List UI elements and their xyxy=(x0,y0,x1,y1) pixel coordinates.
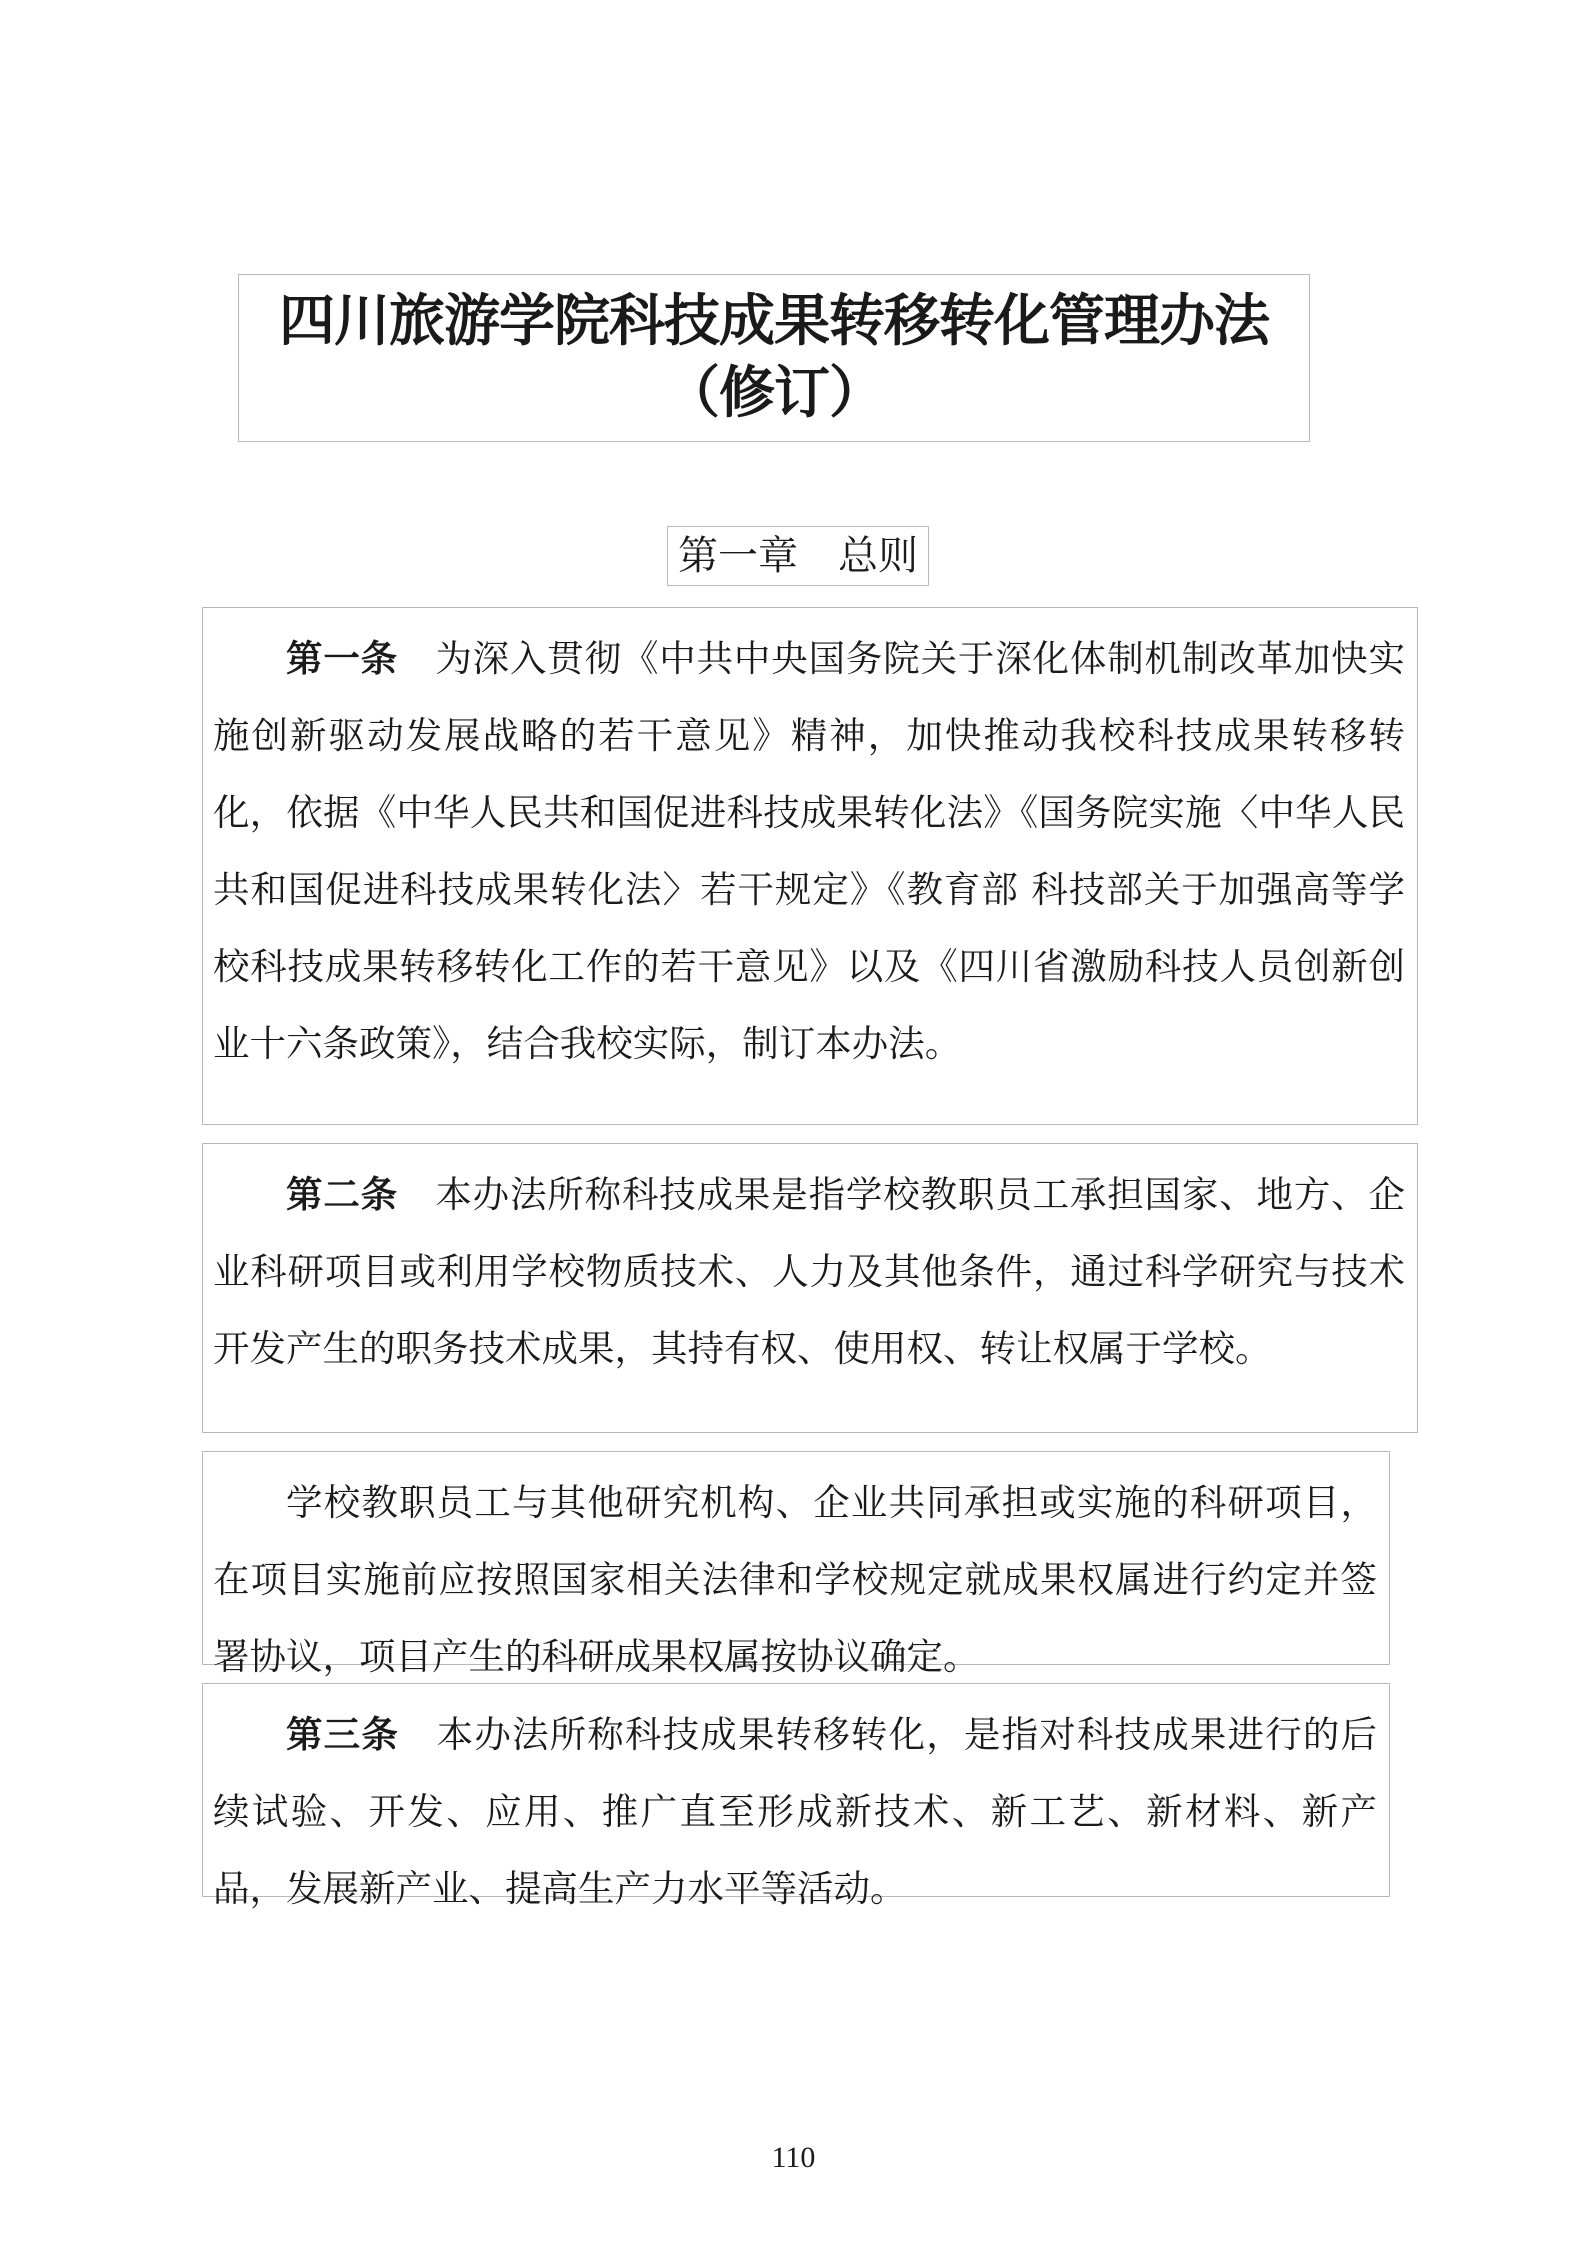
article-2 xyxy=(202,1143,1418,1433)
chapter-heading: 第一章 总则 xyxy=(667,526,929,586)
article-3 xyxy=(202,1683,1390,1910)
document-title: 四川旅游学院科技成果转移转化管理办法 xyxy=(279,289,1269,354)
article-text: 为深入贯彻《中共中央国务院关于深化体制机制改革加快实施创新驱动发展战略的若干意见》精神，加快推动我校科技成果转移转化，依据《中华人民共和国促进科技成果转化法》《国务院实施〈中华人民共和国促进科技成果转化法〉若干规定》《教育部 科技部关于加强高等学校科技成果转移转化工作的若干意见》以及《四川省激励科技人员创新创业十六条政策》，结合我校实际，制订本办法。 xyxy=(213,637,1406,1065)
article-label: 第二条 xyxy=(286,1173,398,1216)
page-number: 110 xyxy=(771,2141,816,2174)
document-subtitle: （修订） xyxy=(664,361,884,426)
article-text: 本办法所称科技成果是指学校教职员工承担国家、地方、企业科研项目或利用学校物质技术、人力及其他条件，通过科学研究与技术开发产生的职务技术成果，其持有权、使用权、转让权属于学校。 xyxy=(213,1173,1406,1370)
article-text: 本办法所称科技成果转移转化，是指对科技成果进行的后续试验、开发、应用、推广直至形成新技术、新工艺、新材料、新产品，发展新产业、提高生产力水平等活动。 xyxy=(213,1713,1378,1910)
article-text: 学校教职员工与其他研究机构、企业共同承担或实施的科研项目，在项目实施前应按照国家相关法律和学校规定就成果权属进行约定并签署协议，项目产生的科研成果权属按协议确定。 xyxy=(213,1481,1377,1678)
article-2-paragraph-2 xyxy=(202,1451,1390,1678)
article-label: 第三条 xyxy=(286,1713,399,1756)
document-title-box xyxy=(238,274,1310,442)
article-label: 第一条 xyxy=(286,637,398,680)
article-1 xyxy=(202,607,1418,1125)
